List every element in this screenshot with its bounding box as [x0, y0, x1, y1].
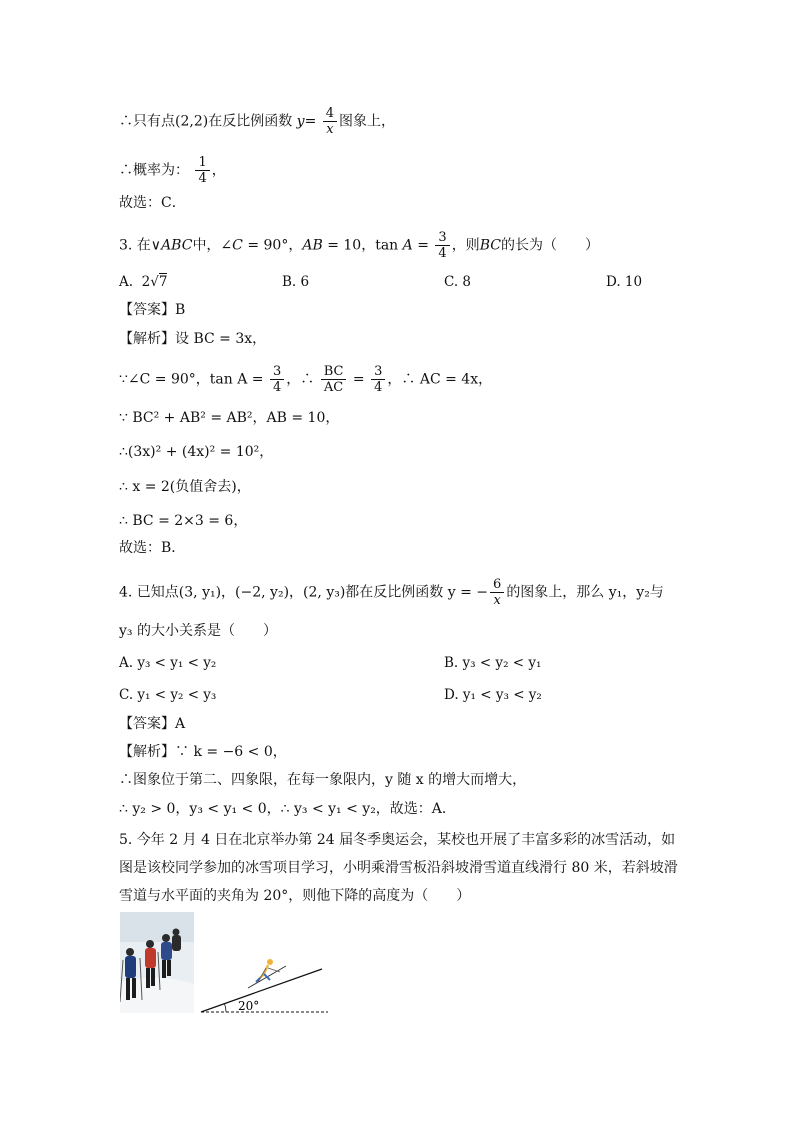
q4-option-b: B. y₃ < y₂ < y₁	[444, 655, 542, 671]
angle-label: 20°	[238, 999, 260, 1013]
q3-analysis-6: ∴ BC = 2×3 = 6，	[119, 513, 248, 529]
q3-option-a: A. 2√7	[119, 274, 168, 290]
q3-choice: 故选：B．	[119, 540, 186, 556]
text: ∴只有点	[119, 113, 175, 130]
fraction: $\frac{BC}{AC}$	[321, 364, 347, 395]
fraction: $\frac{3}{4}$	[270, 364, 284, 395]
q3-analysis-5: ∴ x = 2(负值舍去)，	[119, 479, 251, 495]
q4-option-a: A. y₃ < y₁ < y₂	[119, 655, 217, 671]
fraction-3-over-4: $\frac{3}{4}$	[435, 230, 449, 261]
solution2-line1	[119, 106, 395, 137]
q4-analysis-1: 【解析】∵ k = −6 < 0，	[119, 744, 287, 760]
q4-option-d: D. y₁ < y₃ < y₂	[444, 687, 542, 703]
point: (2,2)	[175, 113, 209, 130]
q3-analysis-4: ∴(3x)² + (4x)² = 10²，	[119, 444, 274, 460]
q3-option-b: B. 6	[282, 274, 310, 290]
text: 在反比例函数	[208, 113, 293, 130]
q4-option-c: C. y₁ < y₂ < y₃	[119, 687, 217, 703]
q3-answer: 【答案】B	[119, 302, 186, 318]
skiers-photo	[120, 912, 194, 1013]
q3-option-c: C. 8	[444, 274, 472, 290]
question5-line-3: 雪道与水平面的夹角为 20°，则他下降的高度为（ ）	[119, 888, 471, 904]
q3-option-d: D. 10	[606, 274, 643, 290]
angle-arc	[225, 1004, 226, 1012]
skiers-photo-image	[120, 912, 194, 1013]
question4-stem-2: y₃ 的大小关系是（ ）	[119, 623, 277, 639]
q3-analysis-3: ∵ BC² + AB² = AB²，AB = 10，	[119, 410, 340, 426]
slope-diagram	[198, 948, 333, 1018]
equals: =	[304, 113, 317, 130]
var-y: y	[296, 113, 305, 130]
q4-analysis-3: ∴ y₂ > 0，y₃ < y₁ < 0，∴ y₃ < y₁ < y₂，故选：A．	[119, 801, 456, 817]
slope-diagram-svg	[198, 948, 333, 1018]
solution2-choice: 故选：C．	[119, 195, 186, 211]
fraction-1-over-4: $\frac{1}{4}$	[195, 155, 209, 186]
fraction-6-over-x: $\frac{6}{x}$	[490, 577, 504, 608]
sqrt-sign: √	[150, 274, 159, 290]
fraction: $\frac{3}{4}$	[371, 364, 385, 395]
q3-analysis-2: ∵∠C = 90°，tan A = $\frac{3}{4}$ ，∴ $\frac{BC}{AC}$ = $\frac{3}{4}$ ，∴ AC = 4x，	[119, 364, 493, 395]
question4-stem-1: 4. 已知点(3, y₁)，(−2, y₂)，(2, y₃)都在反比例函数 y = − $\frac{6}{x}$ 的图象上，那么 y₁，y₂与	[119, 577, 664, 608]
q3-analysis-1: 【解析】设 BC = 3x，	[119, 331, 267, 347]
question5-line-2: 图是该校同学参加的冰雪项目学习，小明乘滑雪板沿斜坡滑雪道直线滑行 80 米，若斜坡滑	[119, 860, 678, 876]
q4-answer: 【答案】A	[119, 716, 186, 732]
question3-stem: 3. 在∨ABC中，∠C = 90°，AB = 10，tan A = $\frac{3}{4}$ ，则BC的长为（ ）	[119, 230, 599, 261]
fraction-4-over-x: $\frac{4}{x}$	[323, 106, 337, 137]
solution2-line2: ∴概率为： $\frac{1}{4}$ ，	[119, 155, 226, 186]
text: 图象上，	[339, 113, 396, 130]
question5-line-1: 5. 今年 2 月 4 日在北京举办第 24 届冬季奥运会，某校也开展了丰富多彩的冰雪活动，如	[119, 832, 676, 848]
q4-analysis-2: ∴图象位于第二、四象限，在每一象限内，y 随 x 的增大而增大，	[119, 772, 527, 788]
